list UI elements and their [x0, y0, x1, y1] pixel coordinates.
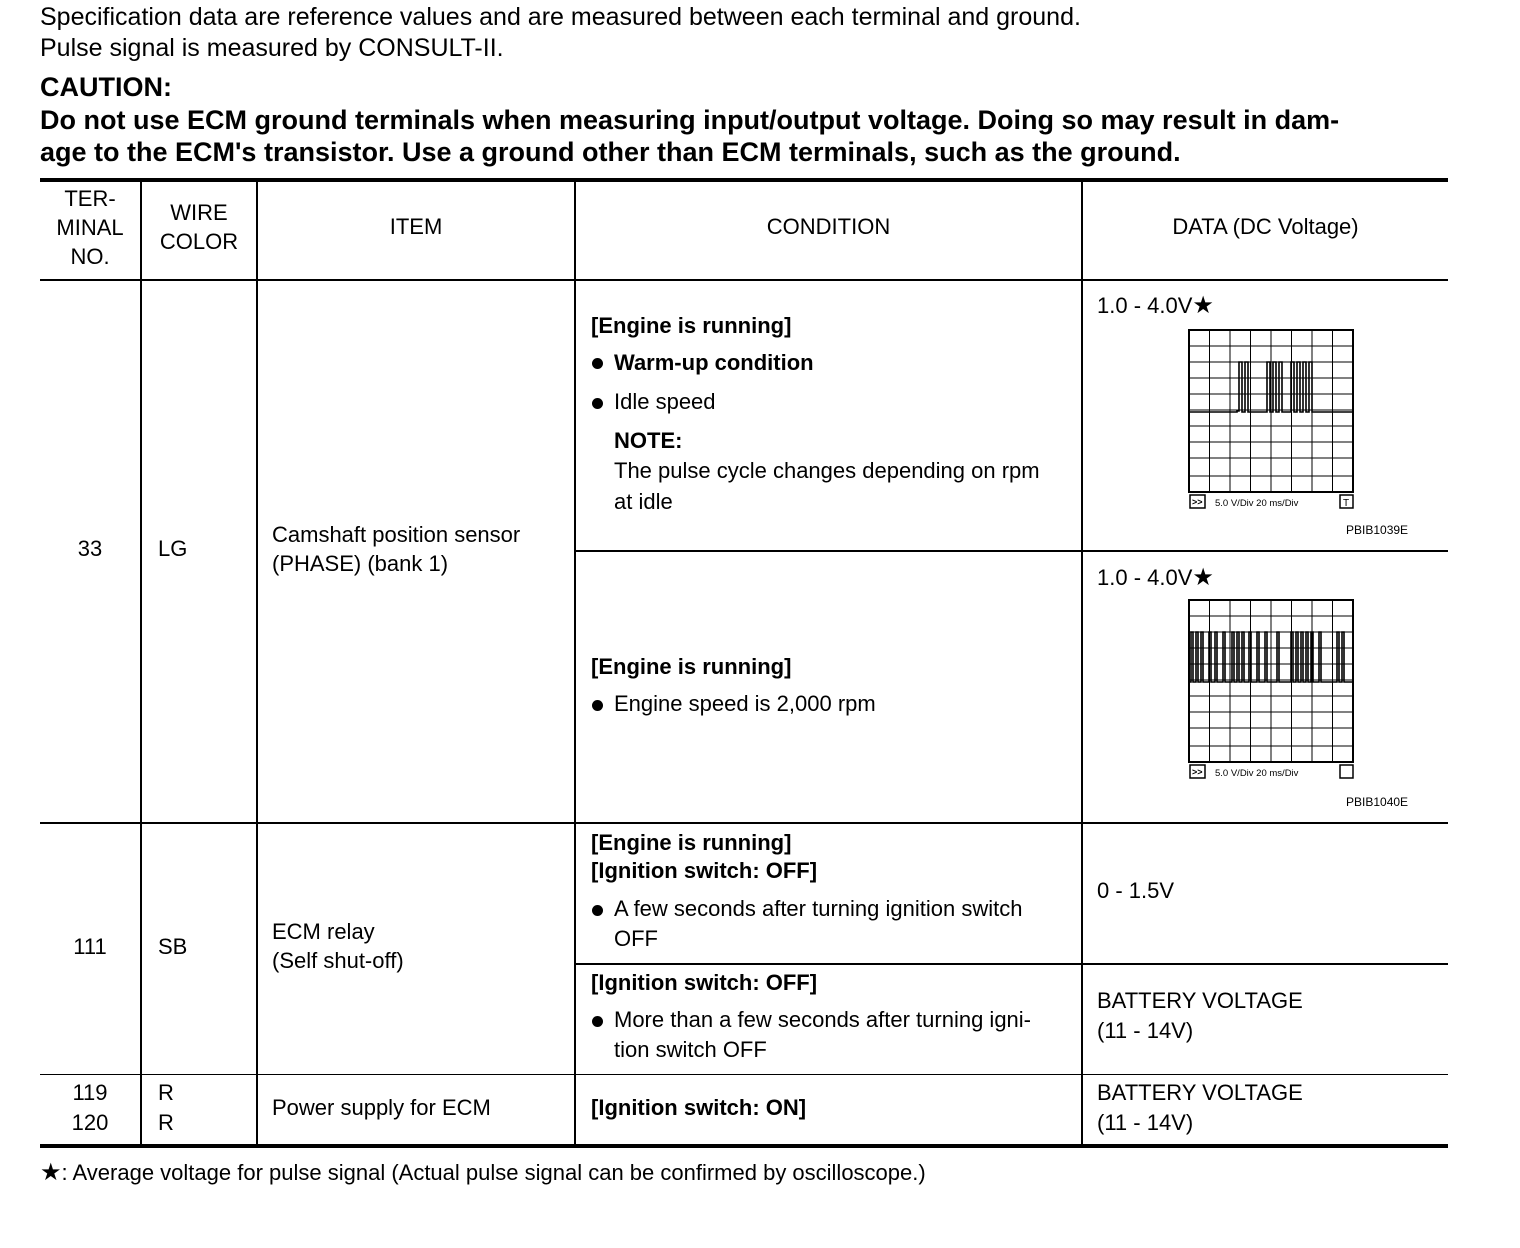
condition-title: [Engine is running]	[591, 313, 792, 338]
table-top-rule	[40, 178, 1448, 182]
condition-bullet: A few seconds after turning ignition switch	[614, 896, 1023, 921]
note-title: NOTE:	[614, 428, 683, 453]
scope-t-marker: T	[1343, 498, 1350, 509]
condition-title: [Ignition switch: OFF]	[591, 970, 818, 995]
header-wire-color: WIRE COLOR	[159, 200, 239, 254]
row111-split-rule	[574, 963, 1448, 965]
condition-title: [Ignition switch: ON]	[591, 1095, 807, 1120]
row33-split-rule	[574, 550, 1448, 552]
data-value-line: (11 - 14V)	[1097, 1018, 1194, 1043]
col-rule-3	[574, 180, 576, 1146]
caution-heading: CAUTION:	[40, 72, 172, 102]
condition-bullet: Engine speed is 2,000 rpm	[614, 691, 876, 716]
bullet-icon	[592, 358, 603, 369]
scope-arrow: >>	[1192, 767, 1203, 777]
col-rule-2	[256, 180, 258, 1146]
terminal-no: 119	[72, 1080, 108, 1105]
item-name: Power supply for ECM	[272, 1095, 491, 1120]
condition-title: [Engine is running]	[591, 654, 792, 679]
col-rule-1	[140, 180, 142, 1146]
figure-code: PBIB1040E	[1346, 795, 1409, 809]
data-value-line: BATTERY VOLTAGE	[1097, 988, 1303, 1013]
header-condition: CONDITION	[766, 214, 891, 239]
oscilloscope-waveform-2000rpm	[1187, 598, 1357, 782]
bullet-icon	[592, 1016, 603, 1027]
data-value: 1.0 - 4.0V★	[1097, 564, 1214, 591]
oscilloscope-waveform-idle	[1187, 328, 1357, 512]
star-icon: ★	[40, 1159, 62, 1186]
data-value: 1.0 - 4.0V★	[1097, 292, 1214, 319]
condition-title: [Ignition switch: OFF]	[591, 858, 818, 883]
caution-line-1: Do not use ECM ground terminals when measuring input/output voltage. Doing so may result in dam-	[40, 105, 1340, 135]
table-bottom-rule	[40, 1144, 1448, 1148]
data-value-line: (11 - 14V)	[1097, 1110, 1194, 1135]
scope-scale-label: 5.0 V/Div 20 ms/Div	[1215, 768, 1299, 779]
wire-color: R	[158, 1110, 174, 1135]
condition-bullet: Idle speed	[614, 389, 716, 414]
row111-bottom-rule	[40, 1074, 1448, 1075]
condition-bullet: Warm-up condition	[614, 350, 814, 375]
row33-bottom-rule	[40, 822, 1448, 824]
intro-line-2: Pulse signal is measured by CONSULT-II.	[40, 34, 504, 62]
caution-line-2: age to the ECM's transistor. Use a ground other than ECM terminals, such as the ground.	[40, 137, 1181, 167]
scope-scale-label: 5.0 V/Div 20 ms/Div	[1215, 498, 1299, 509]
bullet-icon	[592, 700, 603, 711]
star-icon: ★	[1192, 292, 1214, 319]
note-line: at idle	[614, 489, 673, 514]
terminal-no: 120	[71, 1110, 109, 1135]
header-rule	[40, 279, 1448, 281]
wire-color: LG	[158, 536, 188, 561]
header-data: DATA (DC Voltage)	[1172, 214, 1359, 239]
wire-color: R	[158, 1080, 174, 1105]
note-line: The pulse cycle changes depending on rpm	[614, 458, 1040, 483]
header-item: ITEM	[389, 214, 443, 239]
condition-title: [Engine is running]	[591, 830, 792, 855]
wire-color: SB	[158, 934, 188, 959]
header-terminal: TER- MINAL NO.	[56, 186, 124, 269]
star-icon: ★	[1192, 564, 1214, 591]
condition-bullet-cont: tion switch OFF	[614, 1037, 767, 1062]
footnote: ★: Average voltage for pulse signal (Actual pulse signal can be confirmed by oscilloscope.)	[40, 1159, 926, 1186]
figure-code: PBIB1039E	[1346, 523, 1409, 537]
bullet-icon	[592, 905, 603, 916]
scope-arrow: >>	[1192, 497, 1203, 507]
condition-bullet: More than a few seconds after turning igni-	[614, 1007, 1032, 1032]
intro-line-1: Specification data are reference values and are measured between each terminal and ground.	[40, 3, 1081, 31]
col-rule-4	[1081, 180, 1083, 1146]
condition-bullet-cont: OFF	[614, 926, 658, 951]
bullet-icon	[592, 398, 603, 409]
terminal-no: 111	[73, 934, 107, 959]
data-value: 0 - 1.5V	[1097, 878, 1175, 903]
data-value-line: BATTERY VOLTAGE	[1097, 1080, 1303, 1105]
terminal-no: 33	[77, 536, 103, 561]
item-name: Camshaft position sensor (PHASE) (bank 1)	[272, 522, 521, 576]
item-name: ECM relay (Self shut-off)	[272, 919, 404, 973]
